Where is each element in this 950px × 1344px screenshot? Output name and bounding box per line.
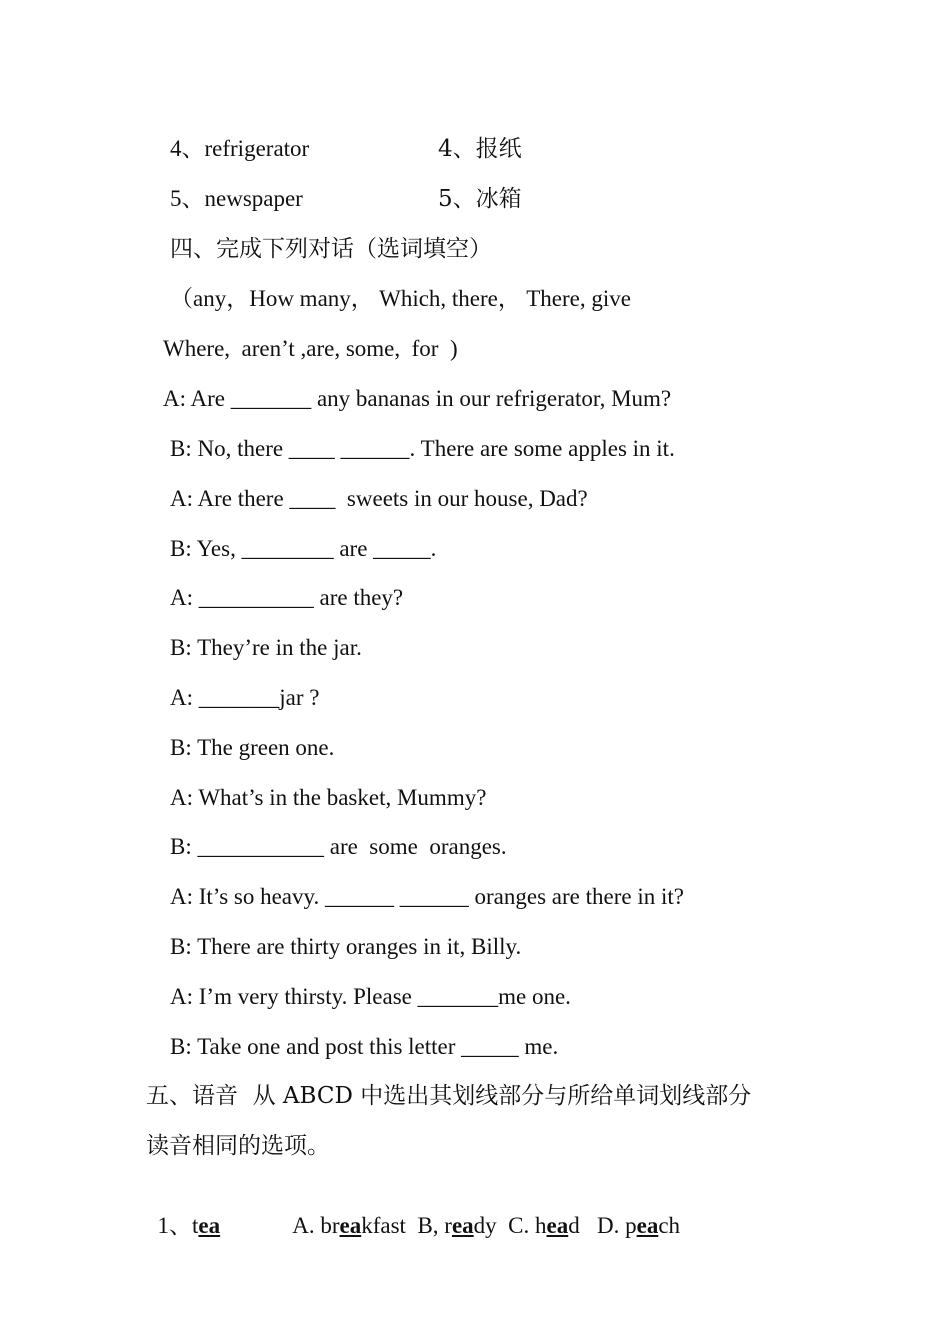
dialogue-line-6: B: They’re in the jar. [170, 635, 362, 660]
option-a-suffix: kfast [361, 1213, 418, 1238]
option-c-suffix: d [568, 1213, 597, 1238]
dialogue-line-3: A: Are there ____ sweets in our house, Dad? [170, 486, 588, 511]
option-b-suffix: dy [473, 1213, 509, 1238]
option-c-underlined: ea [546, 1213, 569, 1238]
word-bank-line1: （any，How many， Which, there， There, give [170, 286, 631, 311]
vocab-en-4: 4、refrigerator [170, 136, 310, 161]
dialogue-line-7: A: _______jar ? [170, 685, 320, 710]
option-a-prefix: A. br [292, 1213, 340, 1238]
question-number: 1、 [157, 1213, 192, 1238]
option-d-underlined: ea [636, 1213, 659, 1238]
option-d-suffix: ch [658, 1213, 681, 1238]
dialogue-line-14: B: Take one and post this letter _____ me. [170, 1034, 559, 1059]
dialogue-line-8: B: The green one. [170, 735, 335, 760]
section5-title-line1: 五、语音 从 ABCD 中选出其划线部分与所给单词划线部分 [146, 1083, 752, 1109]
vocab-en-5: 5、newspaper [170, 186, 303, 211]
option-c-prefix: C. h [508, 1213, 547, 1238]
vocab-cn-5: 5、冰箱 [438, 186, 522, 212]
word-bank-line2: Where, aren’t ,are, some, for ) [163, 336, 458, 361]
dialogue-line-9: A: What’s in the basket, Mummy? [170, 785, 487, 810]
given-word-prefix: t [192, 1213, 199, 1238]
option-b-underlined: ea [451, 1213, 474, 1238]
given-word-underlined: ea [198, 1213, 221, 1238]
option-a-underlined: ea [339, 1213, 362, 1238]
dialogue-line-4: B: Yes, ________ are _____. [170, 536, 437, 561]
dialogue-line-2: B: No, there ____ ______. There are some apples in it. [170, 436, 675, 461]
section5-title-line2: 读音相同的选项。 [146, 1133, 330, 1159]
phonics-question-1 [146, 1181, 220, 1241]
dialogue-line-1: A: Are _______ any bananas in our refrigerator, Mum? [163, 386, 672, 411]
dialogue-line-10: B: ___________ are some oranges. [170, 834, 507, 859]
dialogue-line-5: A: __________ are they? [170, 585, 404, 610]
dialogue-line-13: A: I’m very thirsty. Please _______me one. [170, 984, 571, 1009]
section4-title: 四、完成下列对话（选词填空） [170, 236, 492, 262]
vocab-cn-4: 4、报纸 [438, 136, 522, 162]
option-d-prefix: D. p [596, 1213, 637, 1238]
dialogue-line-12: B: There are thirty oranges in it, Billy. [170, 934, 522, 959]
dialogue-line-11: A: It’s so heavy. ______ ______ oranges are there in it? [170, 884, 684, 909]
phonics-options-1 [282, 1181, 680, 1241]
option-b-prefix: B, r [417, 1213, 452, 1238]
